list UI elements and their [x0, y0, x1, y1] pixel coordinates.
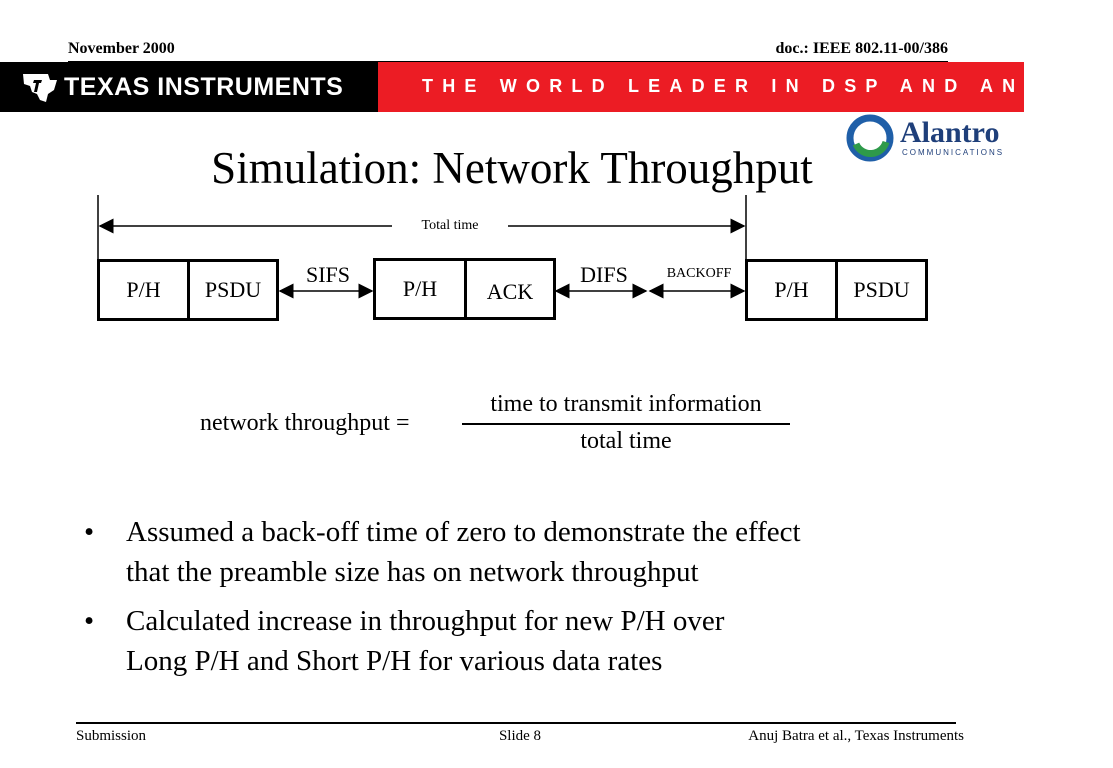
backoff-label: BACKOFF	[666, 266, 732, 281]
footer-divider	[76, 722, 956, 724]
bullet-text-line: Calculated increase in throughput for new P/H over	[126, 605, 725, 637]
header-doc-id: doc.: IEEE 802.11-00/386	[775, 40, 948, 57]
footer-slide-number: Slide 8	[498, 728, 542, 744]
ti-logo-panel	[0, 62, 378, 112]
formula-lhs: network throughput =	[200, 410, 410, 436]
bullet-text-line: Assumed a back-off time of zero to demonstrate the effect	[126, 516, 801, 548]
footer-authors: Anuj Batra et al., Texas Instruments	[748, 728, 964, 744]
ti-slogan: THE WORLD LEADER IN DSP AND ANALOG	[422, 76, 1113, 96]
alantro-name: Alantro	[900, 116, 1000, 149]
bullet-list	[84, 512, 964, 690]
header-date: November 2000	[68, 40, 175, 57]
frame1-psdu-box	[187, 259, 279, 321]
frame1-ph-label: P/H	[126, 277, 161, 302]
formula-fraction-bar	[462, 423, 790, 425]
frame3-psdu-label: PSDU	[853, 277, 910, 302]
difs-label: DIFS	[580, 262, 628, 287]
frame1-ph-box	[97, 259, 190, 321]
frame3-ph-label: P/H	[774, 277, 809, 302]
bullet-dot: •	[84, 516, 95, 548]
slide-title: Simulation: Network Throughput	[211, 143, 813, 193]
ti-banner	[0, 62, 1113, 112]
frame2-ack-box	[464, 258, 556, 320]
frame1-psdu-label: PSDU	[204, 277, 262, 302]
bullet-item	[84, 601, 964, 681]
frame2-ack-label: ACK	[486, 279, 534, 304]
ti-logo-icon	[20, 70, 60, 104]
frame3-ph-box	[745, 259, 838, 321]
frame2-ph-box	[373, 258, 467, 320]
footer-submission: Submission	[76, 728, 147, 744]
formula-denominator: total time	[580, 428, 672, 454]
bullet-item	[84, 512, 964, 592]
ti-slogan-panel	[378, 62, 1113, 112]
bullet-text-line: Long P/H and Short P/H for various data rates	[126, 645, 663, 677]
frame3-psdu-box	[835, 259, 928, 321]
sifs-label: SIFS	[305, 262, 351, 287]
total-time-label: Total time	[421, 218, 479, 233]
bullet-dot: •	[84, 605, 95, 637]
alantro-sub: COMMUNICATIONS	[902, 148, 1005, 157]
formula-numerator: time to transmit information	[490, 391, 762, 417]
ti-company-name: TEXAS INSTRUMENTS	[64, 73, 344, 101]
timing-diagram	[0, 190, 1024, 340]
frame2-ph-label: P/H	[402, 276, 438, 301]
bullet-text-line: that the preamble size has on network throughput	[126, 556, 699, 588]
